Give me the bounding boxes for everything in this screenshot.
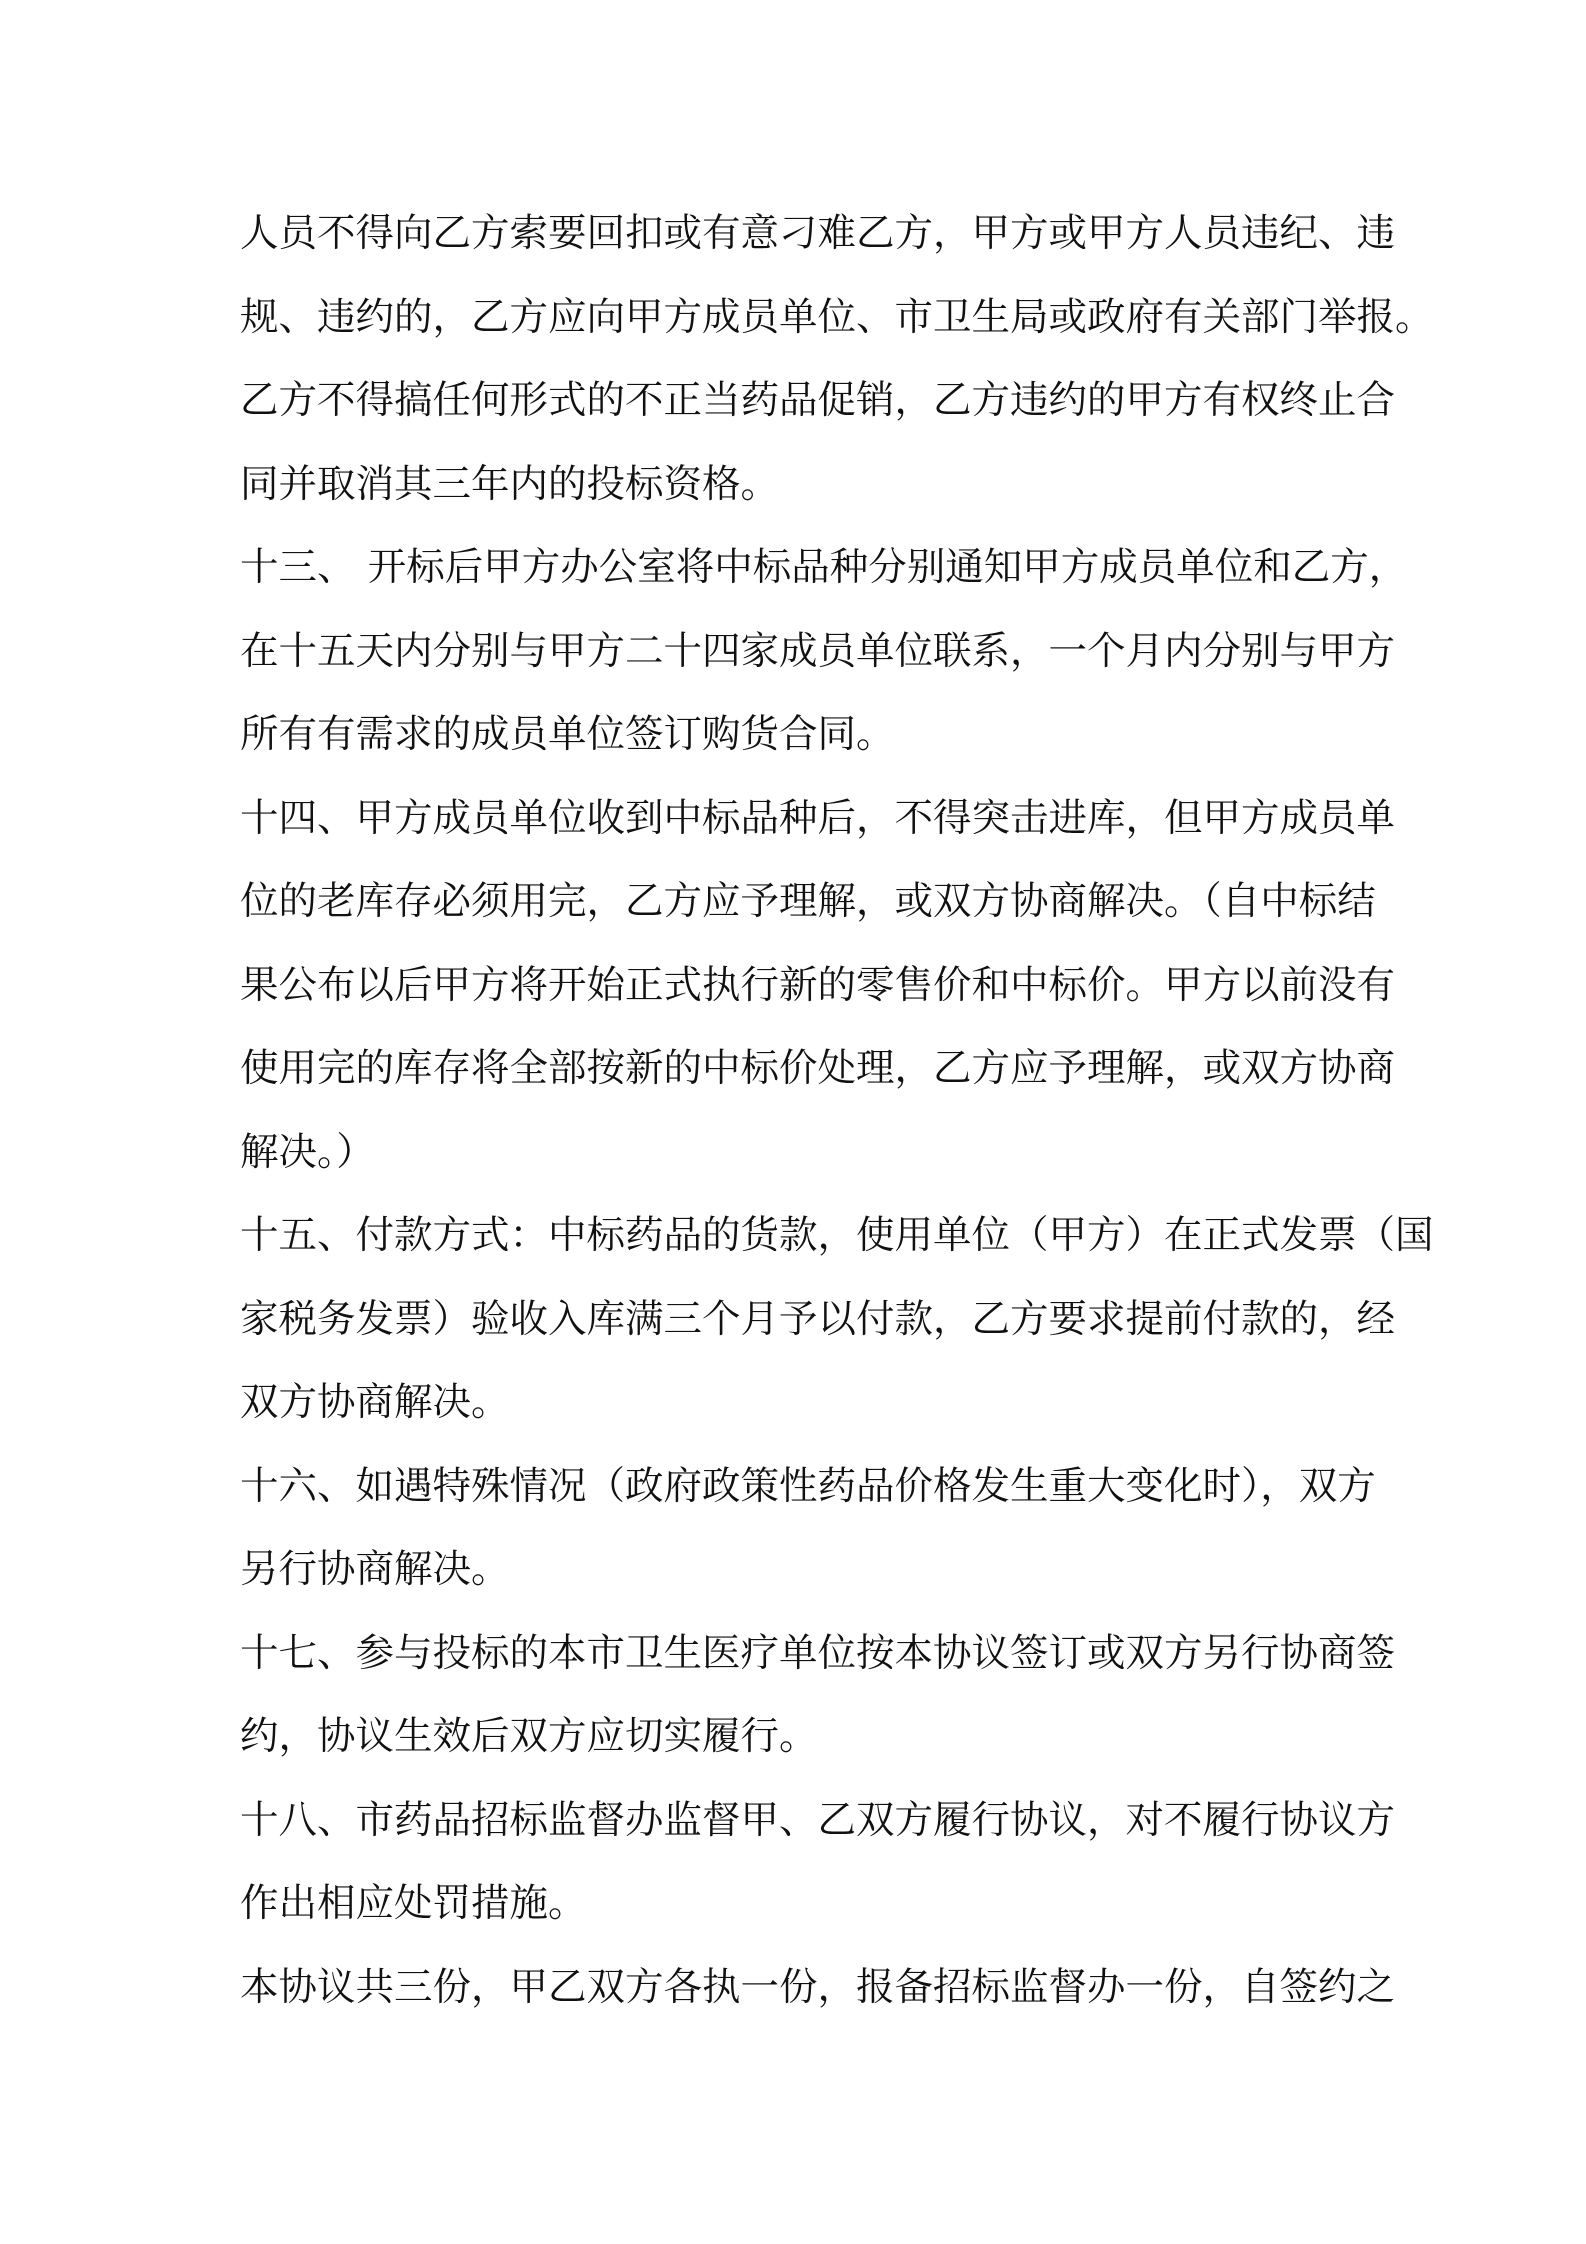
text-line: 同并取消其三年内的投标资格。 [240, 461, 780, 507]
text-line: 作出相应处罚措施。 [240, 1881, 587, 1926]
text-line: 所有有需求的成员单位签订购货合同。 [240, 712, 895, 757]
text-line: 在十五天内分别与甲方二十四家成员单位联系，一个月内分别与甲方 [240, 628, 1396, 674]
text-line: 家税务发票）验收入库满三个月予以付款，乙方要求提前付款的，经 [240, 1296, 1396, 1342]
text-line: 位的老库存必须用完，乙方应予理解，或双方协商解决。（自中标结 [240, 879, 1376, 924]
text-line: 果公布以后甲方将开始正式执行新的零售价和中标价。甲方以前没有 [240, 962, 1396, 1008]
text-line: 另行协商解决。 [240, 1547, 510, 1592]
text-line: 乙方不得搞任何形式的不正当药品促销，乙方违约的甲方有权终止合 [240, 378, 1396, 423]
text-line: 十四、甲方成员单位收到中标品种后，不得突击进库，但甲方成员单 [240, 795, 1396, 841]
text-line: 本协议共三份，甲乙双方各执一份，报备招标监督办一份，自签约之 [240, 1964, 1396, 2010]
agreement-text [240, 192, 1434, 2029]
text-line: 规、违约的，乙方应向甲方成员单位、市卫生局或政府有关部门举报。 [240, 294, 1434, 340]
text-line: 十八、市药品招标监督办监督甲、乙双方履行协议，对不履行协议方 [240, 1797, 1396, 1843]
text-line: 十六、如遇特殊情况（政府政策性药品价格发生重大变化时），双方 [240, 1463, 1376, 1509]
text-line: 十七、参与投标的本市卫生医疗单位按本协议签订或双方另行协商签 [240, 1630, 1396, 1676]
text-line: 十五、付款方式：中标药品的货款，使用单位（甲方）在正式发票（国 [240, 1213, 1434, 1258]
text-line: 人员不得向乙方索要回扣或有意刁难乙方，甲方或甲方人员违纪、违 [240, 211, 1396, 256]
text-line: 双方协商解决。 [240, 1380, 510, 1425]
text-line: 使用完的库存将全部按新的中标价处理，乙方应予理解，或双方协商 [240, 1046, 1396, 1091]
text-line: 十三、 开标后甲方办公室将中标品种分别通知甲方成员单位和乙方， [240, 545, 1408, 590]
text-line: 解决。） [240, 1129, 375, 1175]
text-line: 约，协议生效后双方应切实履行。 [240, 1714, 818, 1759]
